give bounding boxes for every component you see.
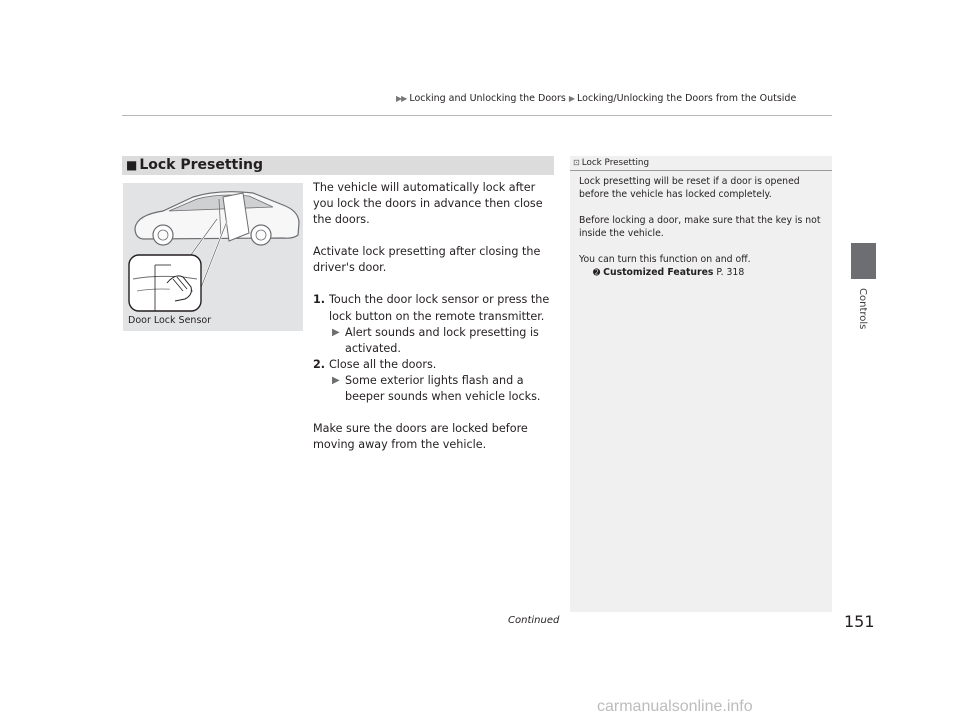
header-divider: [122, 115, 832, 116]
note-paragraph: [579, 253, 824, 280]
note-paragraph: Before locking a door, make sure that the key is not inside the vehicle.: [579, 215, 821, 239]
note-paragraph-text: You can turn this function on and off.: [579, 254, 751, 265]
note-title-text: Lock Presetting: [581, 158, 650, 168]
note-title: [573, 158, 649, 168]
breadcrumb: [396, 93, 796, 104]
watermark: carmanualsonline.info: [597, 698, 753, 715]
step-result: [329, 373, 558, 405]
step-number: 2.: [313, 357, 326, 371]
car-door-icon: [123, 183, 303, 331]
step-text: Touch the door lock sensor or press the lock button on the remote transmitter.: [329, 293, 550, 323]
steps-list: [313, 292, 558, 405]
square-bullet-icon: ■: [126, 158, 138, 172]
chapter-tab: [851, 243, 876, 279]
step-result: [329, 325, 558, 357]
step-result-text: Alert sounds and lock presetting is activated.: [345, 325, 539, 355]
note-divider: [570, 170, 832, 171]
figure-caption: Door Lock Sensor: [128, 315, 212, 326]
breadcrumb-item: Locking and Unlocking the Doors: [409, 93, 566, 104]
cross-reference-label: Customized Features: [603, 267, 714, 278]
result-arrow-icon: ▶: [332, 326, 340, 338]
section-title: [126, 157, 263, 173]
breadcrumb-item: Locking/Unlocking the Doors from the Outside: [577, 93, 797, 104]
list-item: [313, 357, 558, 405]
result-arrow-icon: ▶: [332, 374, 340, 386]
activate-paragraph: Activate lock presetting after closing the driver's door.: [313, 245, 541, 275]
note-ref-icon: ⊡: [573, 158, 580, 167]
list-item: [313, 292, 558, 356]
closing-paragraph: Make sure the doors are locked before moving away from the vehicle.: [313, 422, 528, 452]
page-number: 151: [844, 612, 875, 631]
chapter-label: Controls: [857, 288, 868, 330]
section-title-text: Lock Presetting: [139, 157, 264, 173]
step-text: Close all the doors.: [329, 357, 437, 371]
note-paragraph: Lock presetting will be reset if a door is opened before the vehicle has locked completely.: [579, 176, 800, 200]
cross-reference-icon: ➋: [593, 268, 601, 278]
intro-paragraph: The vehicle will automatically lock after you lock the doors in advance then close the doors.: [313, 181, 543, 227]
cross-reference-link[interactable]: [579, 266, 824, 280]
double-chevron-icon: ▶▶: [396, 94, 407, 103]
cross-reference-page: P. 318: [716, 267, 745, 278]
step-result-text: Some exterior lights flash and a beeper sounds when vehicle locks.: [345, 373, 541, 404]
chevron-icon: ▶: [568, 94, 575, 103]
note-body: [579, 175, 824, 293]
main-body-text: [313, 180, 558, 469]
step-number: 1.: [313, 293, 326, 307]
door-lock-sensor-illustration: [123, 183, 303, 331]
continued-label: Continued: [508, 615, 560, 626]
